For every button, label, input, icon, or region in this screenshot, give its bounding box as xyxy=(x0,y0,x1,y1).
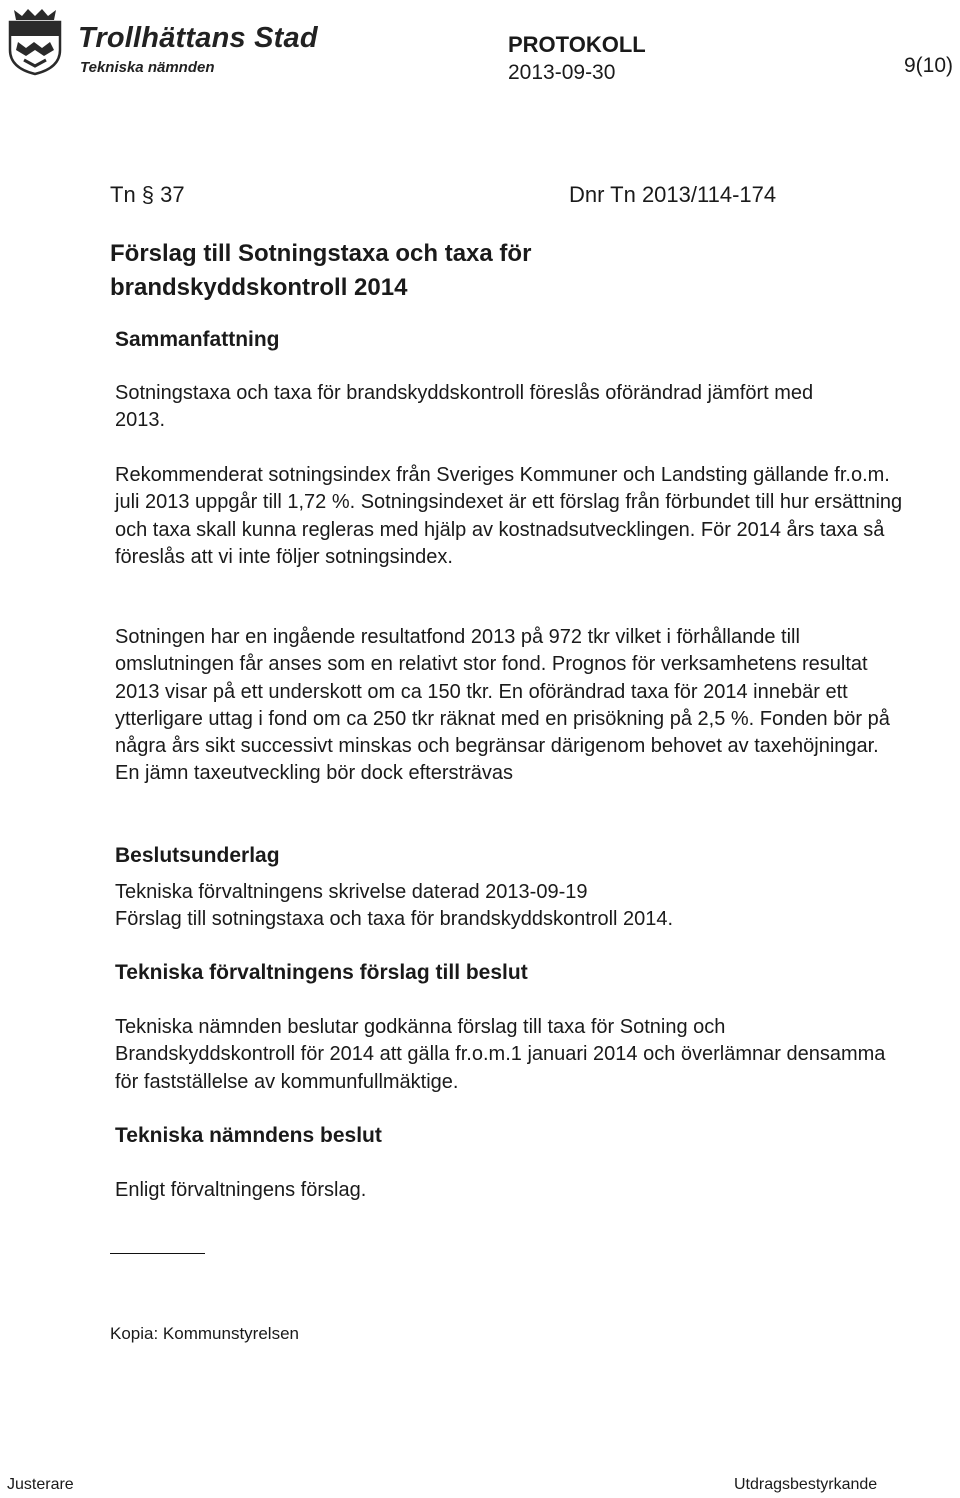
decision-text: Enligt förvaltningens förslag. xyxy=(115,1179,367,1201)
organization-name: Trollhättans Stad xyxy=(78,22,318,54)
decision-section xyxy=(115,1122,900,1150)
document-date: 2013-09-30 xyxy=(508,61,616,84)
summary-section xyxy=(115,326,900,354)
footer-certification-label: Utdragsbestyrkande xyxy=(734,1476,878,1493)
summary-heading: Sammanfattning xyxy=(115,328,280,351)
page-number: 9(10) xyxy=(904,54,954,77)
title-line: Förslag till Sotningstaxa och taxa för xyxy=(110,240,532,267)
municipal-coat-of-arms-icon xyxy=(4,6,66,76)
basis-item: Tekniska förvaltningens skrivelse daterad 2013-09-19 xyxy=(115,881,588,903)
decision-heading: Tekniska nämndens beslut xyxy=(115,1124,382,1147)
basis-list xyxy=(115,879,900,934)
proposal-heading: Tekniska förvaltningens förslag till beslut xyxy=(115,961,528,984)
proposal-section xyxy=(115,959,900,987)
summary-paragraph-2: Rekommenderat sotningsindex från Sveriges Kommuner och Landsting gällande fr.o.m. juli 2013 uppgår till 1,72 %. Sotningsindexet är ett förslag från förbundet till hur ersättning och taxa skall kunna regleras med hjälp av kostnadsutvecklingen. För 2014 års taxa så föreslås att vi inte följer sotningsindex. xyxy=(115,464,903,568)
basis-section xyxy=(115,842,900,870)
organization-subtitle: Tekniska nämnden xyxy=(80,59,215,76)
title-line: brandskyddskontroll 2014 xyxy=(110,274,408,301)
copy-recipients: Kopia: Kommunstyrelsen xyxy=(110,1324,299,1343)
case-paragraph-number: Tn § 37 xyxy=(110,182,185,207)
signature-divider xyxy=(110,1253,205,1254)
basis-item: Förslag till sotningstaxa och taxa för brandskyddskontroll 2014. xyxy=(115,908,674,931)
document-type: PROTOKOLL xyxy=(508,32,646,57)
basis-heading: Beslutsunderlag xyxy=(115,844,280,867)
summary-paragraph-3: Sotningen har en ingående resultatfond 2013 på 972 tkr vilket i förhållande till omslutningen får anses som en relativt stor fond. Prognos för verksamhetens resultat 2013 visar på ett underskott om ca 150 tkr. En oförändrad taxa för 2014 innebär ett ytterligare uttag i fond om ca 250 tkr räknat med en prisökning på 2,5 %. Fonden bör på några års sikt successivt minskas och begränsar därigenom behovet av taxehöjningar. En jämn taxeutveckling bör dock eftersträvas xyxy=(115,626,890,785)
proposal-text: Tekniska nämnden beslutar godkänna förslag till taxa för Sotning och Brandskyddskontroll för 2014 att gälla fr.o.m.1 januari 2014 och överlämnar densamma för fastställelse av kommunfullmäktige. xyxy=(115,1016,886,1093)
footer-adjuster-label: Justerare xyxy=(7,1476,74,1493)
case-registration-number: Dnr Tn 2013/114-174 xyxy=(569,182,777,207)
document-title xyxy=(110,237,531,305)
summary-paragraph-1: Sotningstaxa och taxa för brandskyddskontroll föreslås oförändrad jämfört med 2013. xyxy=(115,382,814,432)
